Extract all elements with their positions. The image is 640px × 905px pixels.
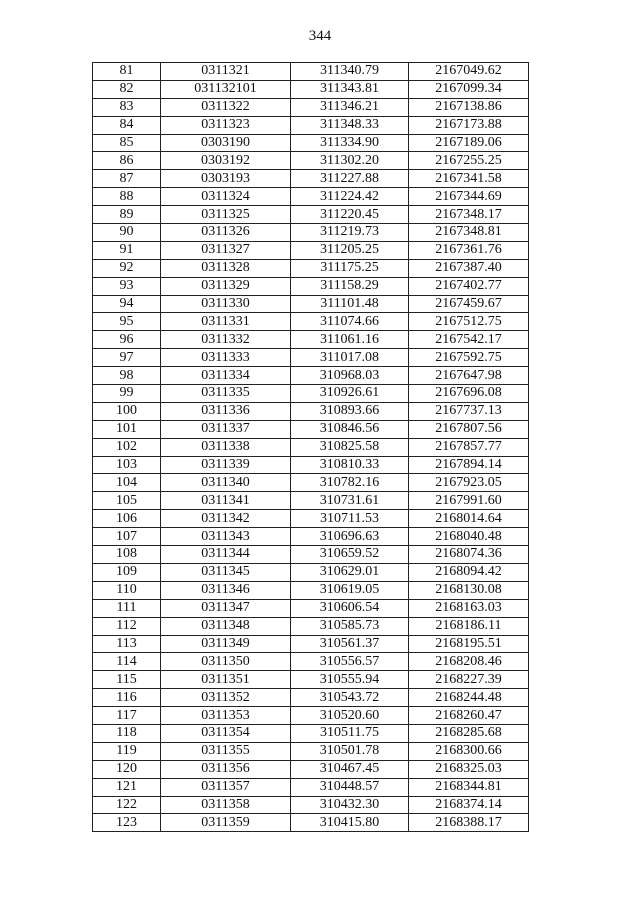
y-coordinate-cell: 2168040.48 [409,528,529,546]
point-id-cell: 0311328 [161,259,291,277]
point-id-cell: 0311349 [161,635,291,653]
y-coordinate-cell: 2167173.88 [409,116,529,134]
x-coordinate-cell: 310893.66 [291,402,409,420]
y-coordinate-cell: 2167099.34 [409,80,529,98]
table-row [93,474,529,492]
point-id-cell: 0311333 [161,349,291,367]
x-coordinate-cell: 310696.63 [291,528,409,546]
y-coordinate-cell: 2167991.60 [409,492,529,510]
x-coordinate-cell: 311334.90 [291,134,409,152]
point-id-cell: 0311335 [161,385,291,403]
row-index-cell: 104 [93,474,161,492]
point-id-cell: 0311327 [161,241,291,259]
y-coordinate-cell: 2167894.14 [409,456,529,474]
y-coordinate-cell: 2167592.75 [409,349,529,367]
point-id-cell: 0311325 [161,206,291,224]
y-coordinate-cell: 2168208.46 [409,653,529,671]
table-row [93,510,529,528]
row-index-cell: 84 [93,116,161,134]
y-coordinate-cell: 2167361.76 [409,241,529,259]
table-row [93,98,529,116]
table-row [93,385,529,403]
table-row [93,313,529,331]
x-coordinate-cell: 310926.61 [291,385,409,403]
y-coordinate-cell: 2167923.05 [409,474,529,492]
row-index-cell: 118 [93,724,161,742]
y-coordinate-cell: 2167387.40 [409,259,529,277]
point-id-cell: 0311348 [161,617,291,635]
row-index-cell: 93 [93,277,161,295]
x-coordinate-cell: 310711.53 [291,510,409,528]
x-coordinate-cell: 310659.52 [291,546,409,564]
point-id-cell: 0303192 [161,152,291,170]
point-id-cell: 0311329 [161,277,291,295]
row-index-cell: 107 [93,528,161,546]
row-index-cell: 111 [93,599,161,617]
row-index-cell: 105 [93,492,161,510]
y-coordinate-cell: 2167857.77 [409,438,529,456]
table-row [93,63,529,81]
table-row [93,188,529,206]
point-id-cell: 0311355 [161,742,291,760]
y-coordinate-cell: 2168325.03 [409,760,529,778]
row-index-cell: 114 [93,653,161,671]
row-index-cell: 96 [93,331,161,349]
table-row [93,563,529,581]
table-row [93,206,529,224]
row-index-cell: 122 [93,796,161,814]
point-id-cell: 0311323 [161,116,291,134]
table-row [93,528,529,546]
row-index-cell: 116 [93,689,161,707]
row-index-cell: 115 [93,671,161,689]
row-index-cell: 106 [93,510,161,528]
x-coordinate-cell: 311227.88 [291,170,409,188]
table-row [93,241,529,259]
y-coordinate-cell: 2168130.08 [409,581,529,599]
point-id-cell: 0311354 [161,724,291,742]
table-row [93,742,529,760]
point-id-cell: 0303193 [161,170,291,188]
y-coordinate-cell: 2167737.13 [409,402,529,420]
x-coordinate-cell: 311205.25 [291,241,409,259]
table-row [93,420,529,438]
table-row [93,653,529,671]
point-id-cell: 0311334 [161,367,291,385]
point-id-cell: 0311331 [161,313,291,331]
y-coordinate-cell: 2167341.58 [409,170,529,188]
y-coordinate-cell: 2167459.67 [409,295,529,313]
table-row [93,671,529,689]
y-coordinate-cell: 2167189.06 [409,134,529,152]
point-id-cell: 0311341 [161,492,291,510]
x-coordinate-cell: 310520.60 [291,707,409,725]
table-row [93,224,529,242]
table-row [93,402,529,420]
y-coordinate-cell: 2168388.17 [409,814,529,832]
table-row [93,349,529,367]
table-row [93,778,529,796]
point-id-cell: 0311340 [161,474,291,492]
point-id-cell: 0311332 [161,331,291,349]
point-id-cell: 0311357 [161,778,291,796]
row-index-cell: 102 [93,438,161,456]
x-coordinate-cell: 310782.16 [291,474,409,492]
row-index-cell: 94 [93,295,161,313]
row-index-cell: 89 [93,206,161,224]
x-coordinate-cell: 311302.20 [291,152,409,170]
row-index-cell: 85 [93,134,161,152]
y-coordinate-cell: 2167344.69 [409,188,529,206]
point-id-cell: 0311351 [161,671,291,689]
y-coordinate-cell: 2167542.17 [409,331,529,349]
row-index-cell: 112 [93,617,161,635]
row-index-cell: 101 [93,420,161,438]
y-coordinate-cell: 2168285.68 [409,724,529,742]
y-coordinate-cell: 2167807.56 [409,420,529,438]
y-coordinate-cell: 2167348.17 [409,206,529,224]
x-coordinate-cell: 310543.72 [291,689,409,707]
y-coordinate-cell: 2168186.11 [409,617,529,635]
point-id-cell: 0311330 [161,295,291,313]
x-coordinate-cell: 310432.30 [291,796,409,814]
row-index-cell: 92 [93,259,161,277]
row-index-cell: 100 [93,402,161,420]
row-index-cell: 87 [93,170,161,188]
y-coordinate-cell: 2168195.51 [409,635,529,653]
point-id-cell: 0311346 [161,581,291,599]
x-coordinate-cell: 310555.94 [291,671,409,689]
y-coordinate-cell: 2168244.48 [409,689,529,707]
point-id-cell: 0311339 [161,456,291,474]
row-index-cell: 123 [93,814,161,832]
y-coordinate-cell: 2168074.36 [409,546,529,564]
x-coordinate-cell: 311340.79 [291,63,409,81]
x-coordinate-cell: 311061.16 [291,331,409,349]
row-index-cell: 82 [93,80,161,98]
y-coordinate-cell: 2167348.81 [409,224,529,242]
row-index-cell: 88 [93,188,161,206]
x-coordinate-cell: 310629.01 [291,563,409,581]
point-id-cell: 0311352 [161,689,291,707]
point-id-cell: 0311344 [161,546,291,564]
row-index-cell: 109 [93,563,161,581]
table-body [93,63,529,832]
y-coordinate-cell: 2167647.98 [409,367,529,385]
x-coordinate-cell: 311220.45 [291,206,409,224]
coordinates-table [92,62,529,832]
point-id-cell: 0311356 [161,760,291,778]
y-coordinate-cell: 2167049.62 [409,63,529,81]
table-row [93,456,529,474]
y-coordinate-cell: 2168374.14 [409,796,529,814]
x-coordinate-cell: 310968.03 [291,367,409,385]
row-index-cell: 103 [93,456,161,474]
x-coordinate-cell: 311346.21 [291,98,409,116]
table-row [93,814,529,832]
x-coordinate-cell: 310606.54 [291,599,409,617]
table-row [93,170,529,188]
point-id-cell: 0311342 [161,510,291,528]
table-row [93,689,529,707]
row-index-cell: 83 [93,98,161,116]
x-coordinate-cell: 310561.37 [291,635,409,653]
row-index-cell: 90 [93,224,161,242]
row-index-cell: 86 [93,152,161,170]
table-row [93,581,529,599]
row-index-cell: 97 [93,349,161,367]
table-row [93,80,529,98]
x-coordinate-cell: 310731.61 [291,492,409,510]
table-row [93,277,529,295]
point-id-cell: 0311353 [161,707,291,725]
point-id-cell: 0311326 [161,224,291,242]
x-coordinate-cell: 311017.08 [291,349,409,367]
table-row [93,707,529,725]
x-coordinate-cell: 310415.80 [291,814,409,832]
point-id-cell: 0311350 [161,653,291,671]
table-row [93,617,529,635]
row-index-cell: 119 [93,742,161,760]
y-coordinate-cell: 2168344.81 [409,778,529,796]
point-id-cell: 0311338 [161,438,291,456]
y-coordinate-cell: 2167255.25 [409,152,529,170]
x-coordinate-cell: 310501.78 [291,742,409,760]
row-index-cell: 113 [93,635,161,653]
table-row [93,295,529,313]
point-id-cell: 0311345 [161,563,291,581]
x-coordinate-cell: 311343.81 [291,80,409,98]
point-id-cell: 0311343 [161,528,291,546]
y-coordinate-cell: 2167696.08 [409,385,529,403]
x-coordinate-cell: 310846.56 [291,420,409,438]
table-row [93,492,529,510]
x-coordinate-cell: 310619.05 [291,581,409,599]
table-row [93,152,529,170]
table-row [93,367,529,385]
point-id-cell: 0311347 [161,599,291,617]
row-index-cell: 81 [93,63,161,81]
page-number: 344 [308,28,332,44]
point-id-cell: 0311322 [161,98,291,116]
point-id-cell: 0311336 [161,402,291,420]
x-coordinate-cell: 311224.42 [291,188,409,206]
x-coordinate-cell: 310467.45 [291,760,409,778]
x-coordinate-cell: 311158.29 [291,277,409,295]
row-index-cell: 99 [93,385,161,403]
table-row [93,635,529,653]
y-coordinate-cell: 2168094.42 [409,563,529,581]
y-coordinate-cell: 2167138.86 [409,98,529,116]
table-row [93,331,529,349]
row-index-cell: 121 [93,778,161,796]
row-index-cell: 120 [93,760,161,778]
y-coordinate-cell: 2167512.75 [409,313,529,331]
row-index-cell: 91 [93,241,161,259]
table-row [93,546,529,564]
table-row [93,134,529,152]
x-coordinate-cell: 310585.73 [291,617,409,635]
x-coordinate-cell: 310810.33 [291,456,409,474]
table-row [93,259,529,277]
point-id-cell: 0311359 [161,814,291,832]
point-id-cell: 0303190 [161,134,291,152]
table-row [93,599,529,617]
point-id-cell: 0311337 [161,420,291,438]
table-row [93,796,529,814]
y-coordinate-cell: 2168260.47 [409,707,529,725]
x-coordinate-cell: 310448.57 [291,778,409,796]
row-index-cell: 95 [93,313,161,331]
y-coordinate-cell: 2168300.66 [409,742,529,760]
table-row [93,724,529,742]
point-id-cell: 0311321 [161,63,291,81]
x-coordinate-cell: 311101.48 [291,295,409,313]
x-coordinate-cell: 310825.58 [291,438,409,456]
table-row [93,760,529,778]
y-coordinate-cell: 2168227.39 [409,671,529,689]
x-coordinate-cell: 311074.66 [291,313,409,331]
point-id-cell: 0311358 [161,796,291,814]
x-coordinate-cell: 310556.57 [291,653,409,671]
x-coordinate-cell: 310511.75 [291,724,409,742]
x-coordinate-cell: 311219.73 [291,224,409,242]
row-index-cell: 110 [93,581,161,599]
x-coordinate-cell: 311348.33 [291,116,409,134]
y-coordinate-cell: 2167402.77 [409,277,529,295]
y-coordinate-cell: 2168163.03 [409,599,529,617]
row-index-cell: 117 [93,707,161,725]
table-row [93,116,529,134]
x-coordinate-cell: 311175.25 [291,259,409,277]
point-id-cell: 031132101 [161,80,291,98]
point-id-cell: 0311324 [161,188,291,206]
table-row [93,438,529,456]
row-index-cell: 98 [93,367,161,385]
row-index-cell: 108 [93,546,161,564]
y-coordinate-cell: 2168014.64 [409,510,529,528]
